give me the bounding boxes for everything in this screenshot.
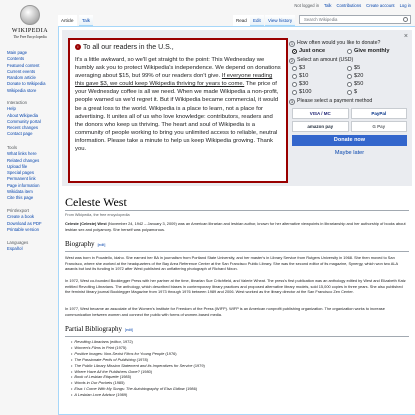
bio-paragraph: In 1972, West co-founded Booklegger Press with her partner at the time, librarian Sue Critchfield, and Valerie Wheat. The press's first publication was an anthology edited by West and Elizabeth Katz entitled Revolting Librarians. The anthology, which described biases in contemporary library practices and proposed alternative library models, sold 15,000 copies in three years. She also published the feminist library journal Booklegger Magazine from 1973 through 1976 between 1989 and 2006. West worked as the library director at the San Francisco Zen Center.	[65, 278, 406, 295]
nav-item[interactable]: Contact page	[7, 131, 33, 137]
heading-text: Biography	[65, 240, 95, 248]
sidebar	[0, 0, 58, 415]
globe-icon	[20, 5, 40, 25]
payment-methods	[292, 108, 407, 132]
bio-paragraph: In 1977, West became an associate of the Women's Institute for Freedom of the Press (WIFP). WIFP is an American nonprofit publishing organization. The organization works to increase communication between women and connect the public with forms of women-based media.	[65, 306, 385, 317]
nav-item[interactable]: Wikidata item	[7, 189, 33, 195]
intro-paragraph	[65, 221, 409, 232]
nav-item[interactable]: Special pages	[7, 170, 34, 176]
nav-heading: Interaction	[7, 100, 28, 105]
personal-tools	[294, 3, 411, 8]
appeal-text: It's a little awkward, so we'll get straight to the point: This Wednesday we humbly ask you to protect Wikipedia's independence. We depend on donations averaging about $15, but 99% of our readers don't give.	[75, 57, 281, 80]
subject-name: Celeste (Celeste) West	[65, 221, 107, 226]
radio-icon	[347, 82, 352, 87]
amount-option[interactable]	[347, 80, 402, 88]
nav-interaction	[7, 100, 59, 138]
payment-question	[289, 98, 410, 105]
site-subtitle: From Wikipedia, the free encyclopedia	[65, 213, 130, 217]
pay-google-button[interactable]: G Pay	[351, 121, 408, 132]
nav-heading: Languages	[7, 240, 29, 245]
pay-card-button[interactable]: VISA / MC	[292, 108, 349, 119]
nav-item[interactable]: Contents	[7, 56, 25, 62]
freq-monthly[interactable]	[347, 47, 402, 55]
appeal-highlight: If everyone reading this gave $3, we could keep Wikipedia thriving for years to come.	[75, 73, 273, 88]
edit-section-link[interactable]: [edit]	[97, 243, 106, 247]
option-label: $100	[299, 89, 312, 95]
question-text: Please select a payment method	[297, 98, 373, 104]
work-year: (1989)	[114, 392, 128, 398]
amount-option[interactable]	[292, 80, 347, 88]
nav-tools	[7, 145, 59, 202]
tab-read[interactable]: Read	[233, 15, 250, 26]
page-title: Celeste West	[65, 195, 127, 209]
nav-item[interactable]: Donate to Wikipedia	[7, 81, 46, 87]
work-year: (1986)	[184, 386, 198, 392]
info-icon: i	[75, 44, 81, 50]
divider	[65, 336, 409, 337]
edit-section-link[interactable]: [edit]	[124, 328, 133, 332]
option-label: $3	[299, 65, 306, 71]
nav-item[interactable]: Upload file	[7, 163, 28, 169]
appeal-heading	[75, 43, 281, 53]
nav-item[interactable]: Page information	[7, 182, 40, 188]
list-item	[71, 392, 401, 398]
content	[58, 26, 415, 415]
section-heading	[65, 325, 133, 333]
option-label: $	[354, 89, 358, 95]
nav-item[interactable]: Printable version	[7, 226, 40, 232]
frequency-options	[292, 47, 410, 55]
question-text: How often would you like to donate?	[297, 40, 381, 46]
nav-languages	[7, 240, 59, 253]
question-text: Select an amount (USD)	[297, 57, 354, 63]
not-logged-in: Not logged in	[294, 3, 320, 8]
nav-item[interactable]: Related changes	[7, 157, 40, 163]
radio-icon	[347, 49, 352, 54]
nav-item[interactable]: Español	[7, 246, 23, 252]
radio-icon	[347, 66, 352, 71]
nav-item[interactable]: About Wikipedia	[7, 112, 39, 118]
nav-item[interactable]: Permanent link	[7, 176, 36, 182]
amount-option[interactable]	[292, 72, 347, 80]
appeal-heading-text: To all our readers in the U.S.,	[83, 44, 174, 51]
nav-item[interactable]: Recent changes	[7, 125, 39, 131]
donation-form	[289, 38, 410, 183]
nav-heading: Print/export	[7, 208, 29, 213]
divider	[65, 251, 409, 252]
nav-item[interactable]: Create a book	[7, 214, 34, 220]
create-account-link[interactable]: Create account	[366, 3, 395, 8]
search-icon[interactable]	[403, 17, 408, 22]
radio-icon	[347, 90, 352, 95]
donation-banner	[62, 30, 412, 186]
bio-paragraph: West was born in Pocatello, Idaho. She earned her BA in journalism from Portland State University, and her master's in Library Service from Rutgers University in 1968. She then moved to San Francisco, where she worked at the headquarters of the Bay Area Reference Center at the San Francisco Public Library. She was the second editor of its magazine, Synergy, which won two ALA awards but lost its funding in 1972 after West published an unflattering photograph of Richard Nixon.	[65, 255, 398, 272]
option-label: Just once	[299, 48, 326, 54]
option-label: $30	[299, 81, 309, 87]
work-title[interactable]: Where Have All the Publishers Gone?	[74, 368, 140, 374]
frequency-question	[289, 40, 410, 47]
work-year: (1980)	[139, 368, 153, 374]
tab-history[interactable]: View history	[265, 15, 295, 26]
work-title[interactable]: The Passionate Perils of Publishing	[74, 356, 136, 362]
nav-item[interactable]: What links here	[7, 151, 37, 157]
work-title[interactable]: The Public Library Mission Statement and Its Imperatives for Service	[74, 362, 193, 368]
talk-link[interactable]: Talk	[324, 3, 332, 8]
option-label: $5	[354, 65, 361, 71]
work-year: (1985)	[112, 380, 125, 386]
option-label: Give monthly	[354, 48, 390, 54]
nav-item[interactable]: Main page	[7, 50, 28, 55]
divider	[65, 210, 409, 211]
amount-option[interactable]	[347, 72, 402, 80]
wikipedia-logo[interactable]	[10, 3, 50, 43]
option-label: $10	[299, 73, 309, 79]
work-year: (1985)	[118, 374, 132, 380]
logo-tagline: The Free Encyclopedia	[13, 35, 47, 39]
nav-item[interactable]: Random article	[7, 75, 36, 81]
amount-option[interactable]	[347, 64, 402, 72]
heading-text: Partial Bibliography	[65, 325, 122, 333]
logo-wordmark: WIKIPEDIA	[11, 28, 49, 34]
page-tabs	[58, 15, 415, 26]
radio-icon	[292, 74, 297, 79]
freq-once[interactable]	[292, 47, 347, 55]
tab-talk[interactable]: Talk	[79, 15, 93, 26]
search-placeholder: Search Wikipedia	[304, 17, 338, 22]
radio-icon	[292, 82, 297, 87]
nav-print	[7, 208, 59, 233]
work-title[interactable]: Book of Lesbian Etiquette	[74, 374, 119, 380]
work-year: (1979)	[192, 362, 205, 368]
work-title[interactable]: Words in Our Pockets	[74, 380, 113, 386]
work-year: (editor, 1972)	[108, 339, 133, 344]
step-1-icon: 1	[289, 41, 295, 47]
work-title[interactable]: A Lesbian Love Advisor	[74, 392, 115, 398]
work-title[interactable]: Revolting Librarians	[74, 339, 109, 344]
login-link[interactable]: Log in	[399, 3, 411, 8]
work-title[interactable]: Women's Films in Print	[74, 344, 115, 350]
option-label: $20	[354, 73, 364, 79]
appeal-box	[68, 38, 288, 183]
work-title[interactable]: Elsa: I Come With My Songs: The Autobiography of Elsa Gidlow	[74, 386, 185, 392]
amount-question	[289, 57, 410, 64]
close-icon[interactable]: ×	[403, 33, 408, 40]
nav-item[interactable]: Wikipedia store	[7, 87, 37, 93]
amount-other[interactable]	[347, 88, 402, 96]
nav-item[interactable]: Help	[7, 106, 16, 112]
pay-paypal-button[interactable]: PayPal	[351, 108, 408, 119]
nav-item[interactable]: Featured content	[7, 62, 40, 68]
radio-icon	[347, 74, 352, 79]
tab-article[interactable]: Article	[58, 15, 77, 26]
appeal-text: The price of your Wednesday coffee is all we need. When we made Wikipedia a non-profit, people warned us we'd regret it. But if Wikipedia became commercial, it would be a great loss to the world. Wikipedia is a place to learn, not a place for advertising. It unites all of us who love knowledge: contributors, readers and the donors who keep us thriving. The heart and soul of Wikipedia is a community of people working to bring you unlimited access to reliable, neutral information. Please take a minute to help us keep Wikipedia growing. Thank you.	[75, 81, 279, 153]
nav-item[interactable]: Community portal	[7, 118, 41, 124]
nav-item[interactable]: Download as PDF	[7, 220, 42, 226]
work-title[interactable]: Positive Images: Non-Sexist Films for Young People	[74, 350, 165, 356]
donate-button[interactable]: Donate now	[292, 135, 407, 146]
bibliography-list	[71, 339, 401, 398]
maybe-later-link[interactable]: Maybe later	[334, 150, 365, 156]
step-2-icon: 2	[289, 58, 295, 64]
section-heading	[65, 240, 105, 248]
step-3-icon: 3	[289, 99, 295, 105]
radio-icon	[292, 66, 297, 71]
nav-item[interactable]: Current events	[7, 68, 36, 74]
amount-option[interactable]	[292, 64, 347, 72]
tab-edit[interactable]: Edit	[250, 15, 264, 26]
work-year: (1976)	[164, 350, 177, 356]
radio-selected-icon	[292, 49, 297, 54]
contributions-link[interactable]: Contributions	[336, 3, 362, 8]
work-year: (1975)	[114, 344, 127, 350]
paragraph-text: (November 24, 1942 – January 3, 2009) was an American librarian and lesbian author, known for her alternative viewpoints in librarianship and her authorship of books about lesbian sex and polyamory. She herself was polyamorous.	[65, 221, 406, 232]
option-label: $50	[354, 81, 364, 87]
search-input[interactable]	[299, 15, 411, 24]
appeal-body	[75, 56, 281, 153]
work-year: (1978)	[135, 356, 148, 362]
amount-options	[292, 64, 410, 96]
pay-amazon-button[interactable]: amazon pay	[292, 121, 349, 132]
nav-heading: Tools	[7, 145, 18, 150]
nav-main	[7, 50, 59, 94]
amount-option[interactable]	[292, 88, 347, 96]
header	[58, 0, 415, 26]
nav-item[interactable]: Cite this page	[7, 195, 34, 201]
radio-icon	[292, 90, 297, 95]
